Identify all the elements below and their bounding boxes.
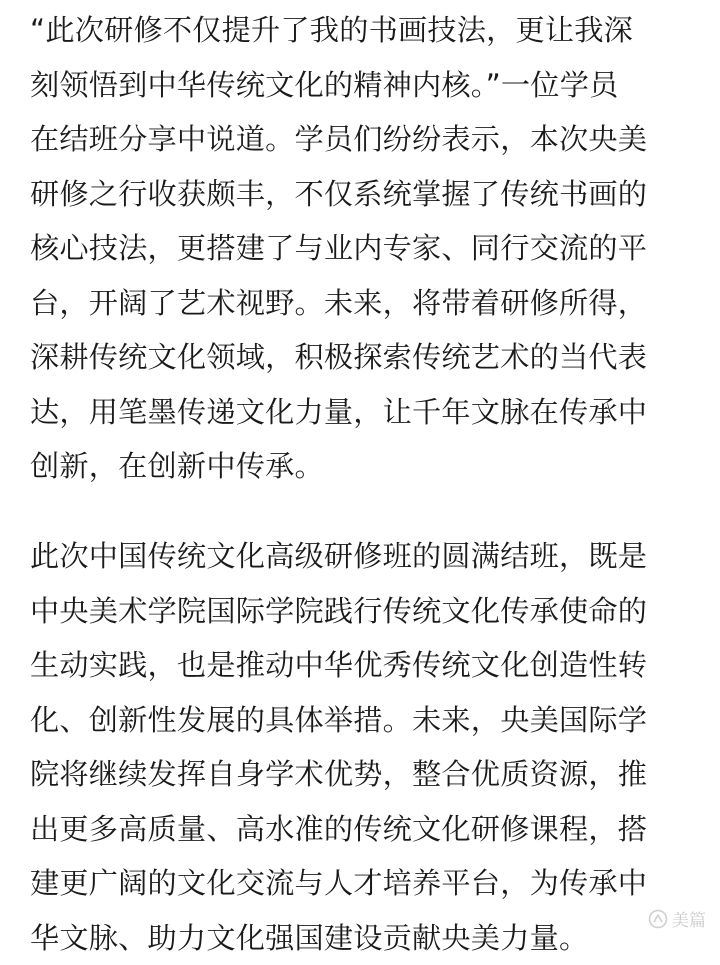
text-line: 中央美术学院国际学院践行传统文化传承使命的 [30, 584, 647, 639]
text-line: 创新，在创新中传承。 [30, 439, 647, 494]
text-line: 院将继续发挥自身学术优势，整合优质资源，推 [30, 747, 647, 802]
text-line: 达，用笔墨传递文化力量，让千年文脉在传承中 [30, 385, 647, 440]
text-line: 此次中国传统文化高级研修班的圆满结班，既是 [30, 529, 647, 584]
text-line: 核心技法，更搭建了与业内专家、同行交流的平 [30, 221, 647, 276]
text-line: 华文脉、助力文化强国建设贡献央美力量。 [30, 911, 647, 965]
text-line: 出更多高质量、高水准的传统文化研修课程，搭 [30, 802, 647, 857]
watermark-text: 美篇 [672, 906, 706, 931]
text-line: 台，开阔了艺术视野。未来，将带着研修所得， [30, 276, 647, 331]
text-line: 刻领悟到中华传统文化的精神内核。”一位学员 [30, 58, 647, 113]
text-line: “此次研修不仅提升了我的书画技法，更让我深 [30, 3, 647, 58]
paragraph-1 [30, 3, 647, 494]
text-line: 化、创新性发展的具体举措。未来，央美国际学 [30, 693, 647, 748]
text-line: 深耕传统文化领域，积极探索传统艺术的当代表 [30, 330, 647, 385]
text-line: 建更广阔的文化交流与人才培养平台，为传承中 [30, 856, 647, 911]
text-line: 在结班分享中说道。学员们纷纷表示，本次央美 [30, 112, 647, 167]
meipian-logo-icon [648, 909, 668, 929]
watermark [648, 906, 706, 931]
text-line: 研修之行收获颇丰，不仅系统掌握了传统书画的 [30, 167, 647, 222]
paragraph-2 [30, 529, 647, 965]
text-line: 生动实践，也是推动中华优秀传统文化创造性转 [30, 638, 647, 693]
